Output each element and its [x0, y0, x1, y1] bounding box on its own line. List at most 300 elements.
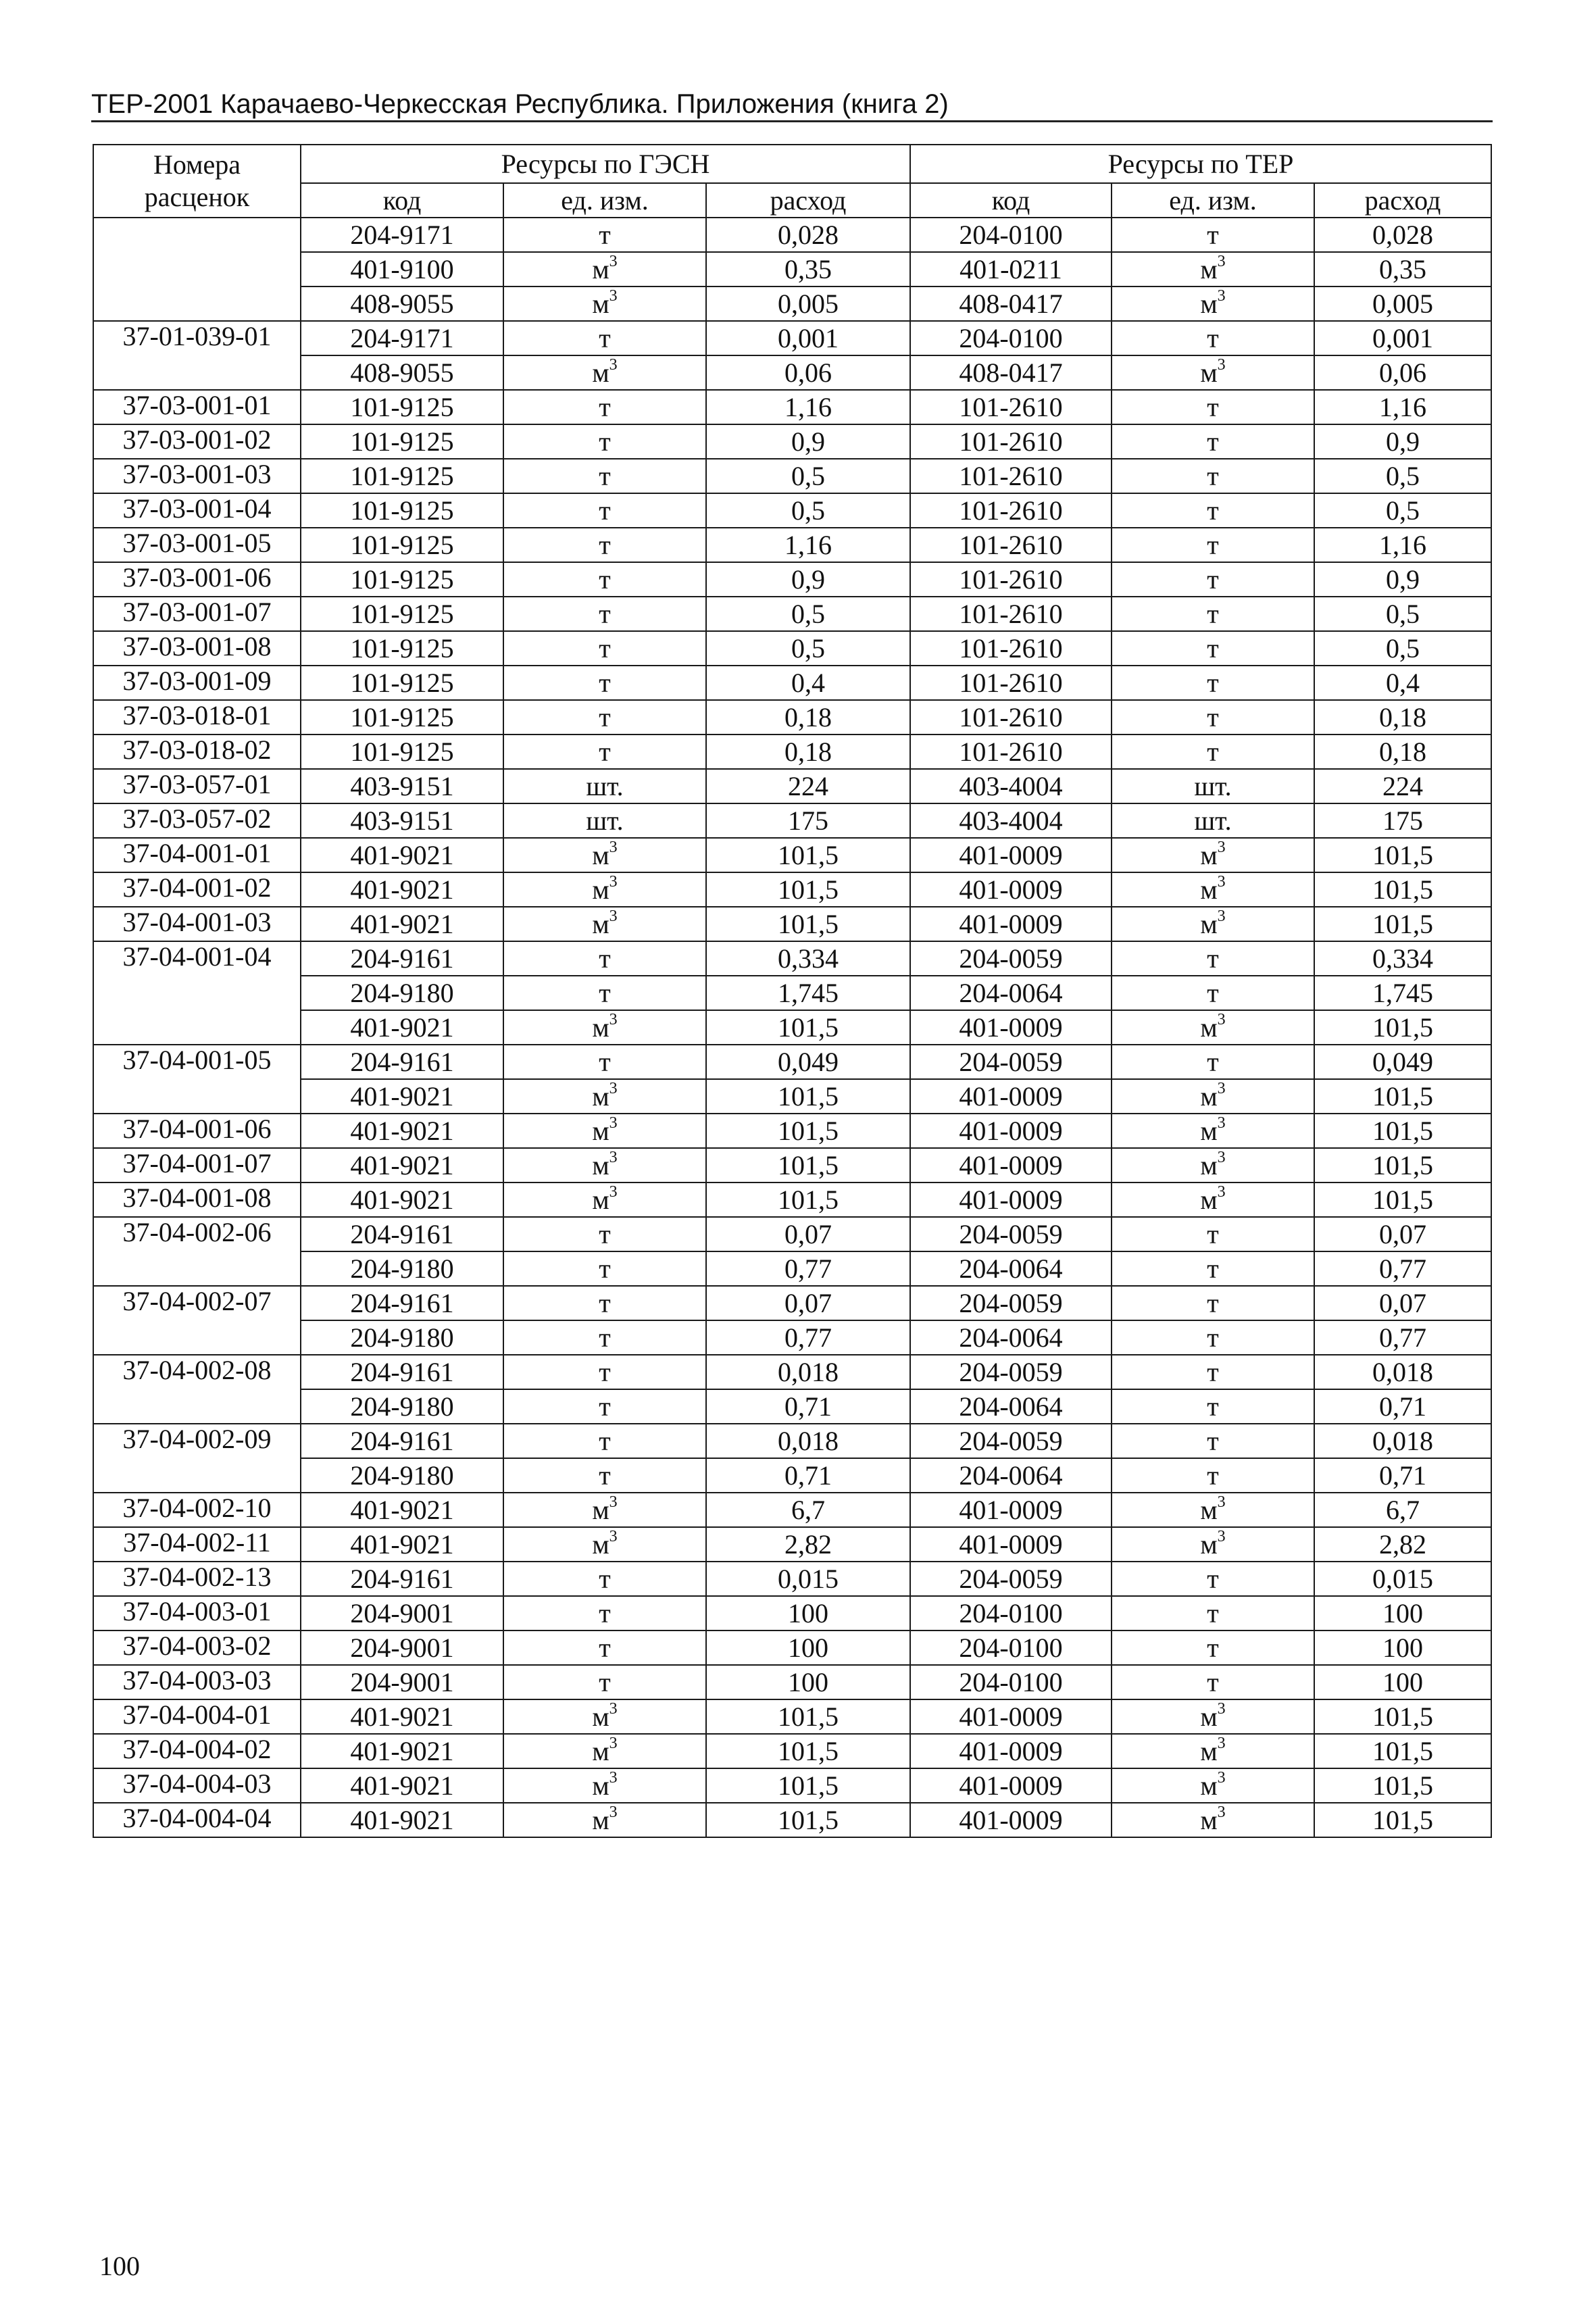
rate-number: 37-03-057-01: [93, 769, 301, 803]
table-row: [93, 1424, 1491, 1458]
subheader-ter-code: код: [910, 183, 1112, 218]
gesn-unit: т: [503, 562, 706, 597]
ter-unit: т: [1112, 1458, 1314, 1493]
rate-number: 37-04-002-10: [93, 1493, 301, 1527]
ter-expense: 100: [1314, 1665, 1491, 1699]
gesn-expense: 0,049: [706, 1045, 910, 1079]
gesn-expense: 0,71: [706, 1389, 910, 1424]
ter-code: 204-0059: [910, 1424, 1112, 1458]
gesn-code: 401-9021: [301, 1527, 503, 1562]
ter-code: 401-0009: [910, 1079, 1112, 1114]
ter-unit: т: [1112, 1320, 1314, 1355]
ter-code: 101-2610: [910, 459, 1112, 493]
rate-number: 37-03-001-04: [93, 493, 301, 528]
ter-code: 401-0009: [910, 1699, 1112, 1734]
table-row: [93, 1631, 1491, 1665]
gesn-code: 401-9021: [301, 1183, 503, 1217]
table-row: [93, 1217, 1491, 1251]
gesn-expense: 224: [706, 769, 910, 803]
gesn-unit: т: [503, 424, 706, 459]
gesn-code: 204-9161: [301, 1045, 503, 1079]
gesn-code: 204-9001: [301, 1665, 503, 1699]
rate-number: 37-04-001-06: [93, 1114, 301, 1148]
ter-expense: 0,005: [1314, 287, 1491, 321]
ter-code: 204-0059: [910, 941, 1112, 976]
table-row: [93, 1320, 1491, 1355]
gesn-expense: 1,16: [706, 528, 910, 562]
page-number: 100: [99, 2251, 140, 2281]
ter-code: 101-2610: [910, 528, 1112, 562]
table-row: [93, 459, 1491, 493]
gesn-code: 401-9021: [301, 872, 503, 907]
table-row: [93, 976, 1491, 1010]
ter-unit: $м^3$: [1112, 1148, 1314, 1183]
gesn-expense: 1,745: [706, 976, 910, 1010]
table-row: [93, 700, 1491, 735]
gesn-expense: 101,5: [706, 838, 910, 872]
table-row: [93, 1010, 1491, 1045]
gesn-code: 408-9055: [301, 287, 503, 321]
gesn-code: 204-9171: [301, 218, 503, 252]
gesn-unit: т: [503, 1631, 706, 1665]
gesn-unit: $м^3$: [503, 252, 706, 287]
table-row: [93, 493, 1491, 528]
ter-expense: 100: [1314, 1631, 1491, 1665]
gesn-unit: $м^3$: [503, 1493, 706, 1527]
ter-code: 401-0009: [910, 1803, 1112, 1837]
gesn-expense: 0,9: [706, 562, 910, 597]
table-row: [93, 528, 1491, 562]
gesn-code: 101-9125: [301, 631, 503, 666]
gesn-code: 204-9161: [301, 1562, 503, 1596]
gesn-code: 204-9180: [301, 976, 503, 1010]
gesn-unit: т: [503, 390, 706, 424]
table-row: [93, 1286, 1491, 1320]
ter-expense: 0,9: [1314, 562, 1491, 597]
ter-unit: т: [1112, 321, 1314, 355]
gesn-unit: т: [503, 1251, 706, 1286]
ter-code: 101-2610: [910, 666, 1112, 700]
resources-table: [93, 144, 1492, 1838]
gesn-code: 101-9125: [301, 700, 503, 735]
header-rule: [91, 120, 1493, 122]
table-row: [93, 1114, 1491, 1148]
gesn-unit: т: [503, 700, 706, 735]
rate-number: 37-04-001-02: [93, 872, 301, 907]
ter-unit: т: [1112, 218, 1314, 252]
table-row: [93, 907, 1491, 941]
rate-number: 37-04-001-08: [93, 1183, 301, 1217]
table-row: [93, 1355, 1491, 1389]
ter-code: 401-0009: [910, 1114, 1112, 1148]
ter-expense: 0,77: [1314, 1320, 1491, 1355]
gesn-unit: т: [503, 1320, 706, 1355]
rate-number: 37-04-003-03: [93, 1665, 301, 1699]
rate-number: 37-04-004-02: [93, 1734, 301, 1768]
ter-expense: 0,77: [1314, 1251, 1491, 1286]
ter-expense: 6,7: [1314, 1493, 1491, 1527]
ter-unit: шт.: [1112, 769, 1314, 803]
ter-unit: $м^3$: [1112, 1079, 1314, 1114]
gesn-expense: 0,9: [706, 424, 910, 459]
rate-number: 37-03-001-08: [93, 631, 301, 666]
gesn-unit: т: [503, 976, 706, 1010]
ter-unit: т: [1112, 424, 1314, 459]
gesn-unit: т: [503, 1596, 706, 1631]
ter-unit: т: [1112, 597, 1314, 631]
ter-unit: т: [1112, 1389, 1314, 1424]
ter-unit: т: [1112, 1665, 1314, 1699]
ter-code: 401-0009: [910, 1527, 1112, 1562]
gesn-expense: 100: [706, 1665, 910, 1699]
gesn-expense: 0,005: [706, 287, 910, 321]
gesn-expense: 0,5: [706, 597, 910, 631]
ter-unit: $м^3$: [1112, 1768, 1314, 1803]
gesn-code: 403-9151: [301, 769, 503, 803]
gesn-expense: 0,5: [706, 631, 910, 666]
col-header-rate-numbers: Номера расценок: [93, 145, 301, 218]
rate-number: [93, 218, 301, 321]
table-row: [93, 941, 1491, 976]
ter-expense: 101,5: [1314, 838, 1491, 872]
gesn-code: 401-9021: [301, 1010, 503, 1045]
ter-code: 401-0009: [910, 1010, 1112, 1045]
ter-expense: 101,5: [1314, 1114, 1491, 1148]
rate-number: 37-03-018-02: [93, 735, 301, 769]
ter-unit: $м^3$: [1112, 355, 1314, 390]
table-row: [93, 1079, 1491, 1114]
table-row: [93, 1734, 1491, 1768]
gesn-code: 101-9125: [301, 390, 503, 424]
subheader-gesn-code: код: [301, 183, 503, 218]
ter-unit: $м^3$: [1112, 1183, 1314, 1217]
ter-unit: $м^3$: [1112, 1010, 1314, 1045]
table-row: [93, 597, 1491, 631]
table-row: [93, 1493, 1491, 1527]
table-row: [93, 321, 1491, 355]
gesn-expense: 101,5: [706, 1010, 910, 1045]
ter-code: 204-0059: [910, 1217, 1112, 1251]
table-row: [93, 1389, 1491, 1424]
rate-number: 37-04-002-06: [93, 1217, 301, 1286]
rate-number: 37-03-001-06: [93, 562, 301, 597]
table-row: [93, 631, 1491, 666]
ter-expense: 0,001: [1314, 321, 1491, 355]
ter-code: 401-0211: [910, 252, 1112, 287]
gesn-unit: т: [503, 459, 706, 493]
gesn-unit: $м^3$: [503, 1148, 706, 1183]
gesn-unit: $м^3$: [503, 872, 706, 907]
ter-expense: 101,5: [1314, 1699, 1491, 1734]
gesn-expense: 0,18: [706, 700, 910, 735]
rate-number: 37-03-001-01: [93, 390, 301, 424]
ter-expense: 101,5: [1314, 907, 1491, 941]
ter-code: 101-2610: [910, 700, 1112, 735]
gesn-expense: 6,7: [706, 1493, 910, 1527]
ter-unit: $м^3$: [1112, 1527, 1314, 1562]
ter-unit: т: [1112, 1631, 1314, 1665]
gesn-unit: т: [503, 528, 706, 562]
gesn-code: 204-9161: [301, 1355, 503, 1389]
gesn-unit: $м^3$: [503, 1527, 706, 1562]
gesn-unit: т: [503, 1355, 706, 1389]
gesn-expense: 1,16: [706, 390, 910, 424]
gesn-code: 204-9180: [301, 1458, 503, 1493]
ter-unit: $м^3$: [1112, 1114, 1314, 1148]
ter-code: 408-0417: [910, 355, 1112, 390]
rate-number: 37-04-002-09: [93, 1424, 301, 1493]
ter-unit: $м^3$: [1112, 287, 1314, 321]
table-row: [93, 1527, 1491, 1562]
gesn-expense: 100: [706, 1596, 910, 1631]
gesn-unit: шт.: [503, 803, 706, 838]
table-row: [93, 803, 1491, 838]
table-row: [93, 1803, 1491, 1837]
ter-unit: т: [1112, 1355, 1314, 1389]
ter-code: 101-2610: [910, 562, 1112, 597]
gesn-code: 204-9161: [301, 1217, 503, 1251]
ter-expense: 0,334: [1314, 941, 1491, 976]
gesn-expense: 101,5: [706, 1803, 910, 1837]
ter-expense: 0,07: [1314, 1286, 1491, 1320]
gesn-expense: 175: [706, 803, 910, 838]
gesn-expense: 0,4: [706, 666, 910, 700]
ter-expense: 100: [1314, 1596, 1491, 1631]
page-header-title: ТЕР-2001 Карачаево-Черкесская Республика. Приложения (книга 2): [91, 89, 949, 119]
rate-number: 37-03-001-02: [93, 424, 301, 459]
gesn-expense: 0,5: [706, 459, 910, 493]
ter-code: 204-0059: [910, 1355, 1112, 1389]
ter-code: 403-4004: [910, 803, 1112, 838]
table-row: [93, 1045, 1491, 1079]
ter-unit: т: [1112, 1424, 1314, 1458]
gesn-code: 204-9161: [301, 1286, 503, 1320]
ter-unit: т: [1112, 735, 1314, 769]
subheader-gesn-unit: ед. изм.: [503, 183, 706, 218]
gesn-unit: т: [503, 1286, 706, 1320]
rate-number: 37-04-002-11: [93, 1527, 301, 1562]
table-row: [93, 287, 1491, 321]
gesn-expense: 0,71: [706, 1458, 910, 1493]
gesn-unit: т: [503, 597, 706, 631]
gesn-code: 401-9021: [301, 1148, 503, 1183]
rate-number: 37-04-004-01: [93, 1699, 301, 1734]
table-row: [93, 1665, 1491, 1699]
ter-code: 204-0100: [910, 1596, 1112, 1631]
gesn-code: 401-9021: [301, 1803, 503, 1837]
gesn-unit: т: [503, 1665, 706, 1699]
ter-code: 403-4004: [910, 769, 1112, 803]
gesn-code: 401-9021: [301, 1114, 503, 1148]
table-row: [93, 218, 1491, 252]
ter-unit: т: [1112, 666, 1314, 700]
ter-code: 204-0064: [910, 976, 1112, 1010]
ter-unit: $м^3$: [1112, 907, 1314, 941]
gesn-code: 101-9125: [301, 459, 503, 493]
ter-unit: $м^3$: [1112, 252, 1314, 287]
gesn-unit: т: [503, 1217, 706, 1251]
table-row: [93, 1148, 1491, 1183]
ter-expense: 175: [1314, 803, 1491, 838]
gesn-unit: $м^3$: [503, 1803, 706, 1837]
gesn-code: 403-9151: [301, 803, 503, 838]
gesn-expense: 101,5: [706, 1114, 910, 1148]
gesn-unit: т: [503, 493, 706, 528]
gesn-unit: т: [503, 941, 706, 976]
ter-expense: 0,4: [1314, 666, 1491, 700]
ter-expense: 101,5: [1314, 1803, 1491, 1837]
gesn-expense: 0,018: [706, 1355, 910, 1389]
ter-code: 204-0059: [910, 1286, 1112, 1320]
ter-code: 204-0059: [910, 1045, 1112, 1079]
ter-expense: 224: [1314, 769, 1491, 803]
ter-expense: 0,9: [1314, 424, 1491, 459]
ter-expense: 1,16: [1314, 528, 1491, 562]
ter-expense: 0,049: [1314, 1045, 1491, 1079]
rate-number: 37-03-001-03: [93, 459, 301, 493]
gesn-expense: 0,5: [706, 493, 910, 528]
gesn-unit: $м^3$: [503, 1079, 706, 1114]
rate-number: 37-04-002-07: [93, 1286, 301, 1355]
ter-unit: т: [1112, 976, 1314, 1010]
gesn-unit: т: [503, 631, 706, 666]
gesn-unit: $м^3$: [503, 287, 706, 321]
gesn-unit: т: [503, 1458, 706, 1493]
ter-expense: 0,18: [1314, 700, 1491, 735]
ter-code: 204-0100: [910, 1631, 1112, 1665]
ter-unit: $м^3$: [1112, 872, 1314, 907]
ter-code: 204-0064: [910, 1458, 1112, 1493]
rate-number: 37-03-001-09: [93, 666, 301, 700]
gesn-unit: т: [503, 321, 706, 355]
gesn-code: 401-9021: [301, 1493, 503, 1527]
gesn-unit: $м^3$: [503, 1010, 706, 1045]
subheader-ter-unit: ед. изм.: [1112, 183, 1314, 218]
ter-code: 401-0009: [910, 838, 1112, 872]
gesn-unit: $м^3$: [503, 1734, 706, 1768]
gesn-unit: т: [503, 218, 706, 252]
ter-unit: т: [1112, 1217, 1314, 1251]
ter-expense: 101,5: [1314, 1768, 1491, 1803]
table-row: [93, 562, 1491, 597]
ter-unit: $м^3$: [1112, 1734, 1314, 1768]
gesn-expense: 0,18: [706, 735, 910, 769]
gesn-expense: 101,5: [706, 1183, 910, 1217]
ter-expense: 0,71: [1314, 1389, 1491, 1424]
ter-code: 204-0064: [910, 1251, 1112, 1286]
ter-code: 204-0059: [910, 1562, 1112, 1596]
gesn-unit: $м^3$: [503, 1114, 706, 1148]
table-row: [93, 1768, 1491, 1803]
group-header-gesn: Ресурсы по ГЭСН: [301, 145, 910, 183]
gesn-unit: $м^3$: [503, 1183, 706, 1217]
ter-expense: 101,5: [1314, 1734, 1491, 1768]
gesn-code: 408-9055: [301, 355, 503, 390]
gesn-expense: 0,06: [706, 355, 910, 390]
table-row: [93, 1562, 1491, 1596]
ter-expense: 0,35: [1314, 252, 1491, 287]
gesn-expense: 0,028: [706, 218, 910, 252]
gesn-code: 204-9180: [301, 1320, 503, 1355]
table-row: [93, 769, 1491, 803]
rate-number: 37-03-057-02: [93, 803, 301, 838]
gesn-code: 401-9100: [301, 252, 503, 287]
ter-expense: 0,018: [1314, 1424, 1491, 1458]
gesn-unit: $м^3$: [503, 1768, 706, 1803]
ter-expense: 0,018: [1314, 1355, 1491, 1389]
ter-code: 401-0009: [910, 1148, 1112, 1183]
ter-unit: $м^3$: [1112, 1803, 1314, 1837]
table-row: [93, 355, 1491, 390]
ter-code: 401-0009: [910, 907, 1112, 941]
table-row: [93, 1251, 1491, 1286]
ter-code: 401-0009: [910, 1493, 1112, 1527]
gesn-unit: шт.: [503, 769, 706, 803]
gesn-expense: 0,77: [706, 1320, 910, 1355]
table-row: [93, 1699, 1491, 1734]
gesn-code: 204-9001: [301, 1596, 503, 1631]
ter-unit: т: [1112, 631, 1314, 666]
ter-unit: т: [1112, 1251, 1314, 1286]
gesn-expense: 101,5: [706, 1699, 910, 1734]
gesn-code: 401-9021: [301, 838, 503, 872]
ter-code: 101-2610: [910, 424, 1112, 459]
ter-code: 101-2610: [910, 597, 1112, 631]
gesn-code: 401-9021: [301, 1699, 503, 1734]
gesn-unit: т: [503, 735, 706, 769]
gesn-expense: 0,35: [706, 252, 910, 287]
ter-expense: 0,5: [1314, 493, 1491, 528]
table-row: [93, 666, 1491, 700]
gesn-expense: 101,5: [706, 1768, 910, 1803]
ter-expense: 101,5: [1314, 872, 1491, 907]
ter-unit: т: [1112, 459, 1314, 493]
gesn-expense: 0,018: [706, 1424, 910, 1458]
ter-code: 401-0009: [910, 1734, 1112, 1768]
group-header-ter: Ресурсы по ТЕР: [910, 145, 1491, 183]
gesn-expense: 101,5: [706, 1148, 910, 1183]
table-row: [93, 1458, 1491, 1493]
ter-unit: т: [1112, 390, 1314, 424]
rate-number: 37-03-001-05: [93, 528, 301, 562]
table-row: [93, 872, 1491, 907]
table-row: [93, 1183, 1491, 1217]
gesn-expense: 0,015: [706, 1562, 910, 1596]
rate-number: 37-04-003-01: [93, 1596, 301, 1631]
table-body: [93, 218, 1491, 1837]
ter-expense: 0,5: [1314, 597, 1491, 631]
table-row: [93, 1596, 1491, 1631]
gesn-expense: 101,5: [706, 1734, 910, 1768]
subheader-ter-expense: расход: [1314, 183, 1491, 218]
ter-unit: т: [1112, 562, 1314, 597]
ter-expense: 0,18: [1314, 735, 1491, 769]
rate-number: 37-01-039-01: [93, 321, 301, 390]
ter-expense: 0,71: [1314, 1458, 1491, 1493]
rate-number: 37-04-001-07: [93, 1148, 301, 1183]
gesn-code: 101-9125: [301, 666, 503, 700]
ter-code: 401-0009: [910, 1768, 1112, 1803]
table-row: [93, 390, 1491, 424]
gesn-code: 101-9125: [301, 597, 503, 631]
ter-unit: т: [1112, 1562, 1314, 1596]
rate-number: 37-04-002-08: [93, 1355, 301, 1424]
gesn-unit: т: [503, 1562, 706, 1596]
ter-code: 101-2610: [910, 493, 1112, 528]
ter-code: 204-0100: [910, 321, 1112, 355]
ter-expense: 0,028: [1314, 218, 1491, 252]
rate-number: 37-04-004-04: [93, 1803, 301, 1837]
